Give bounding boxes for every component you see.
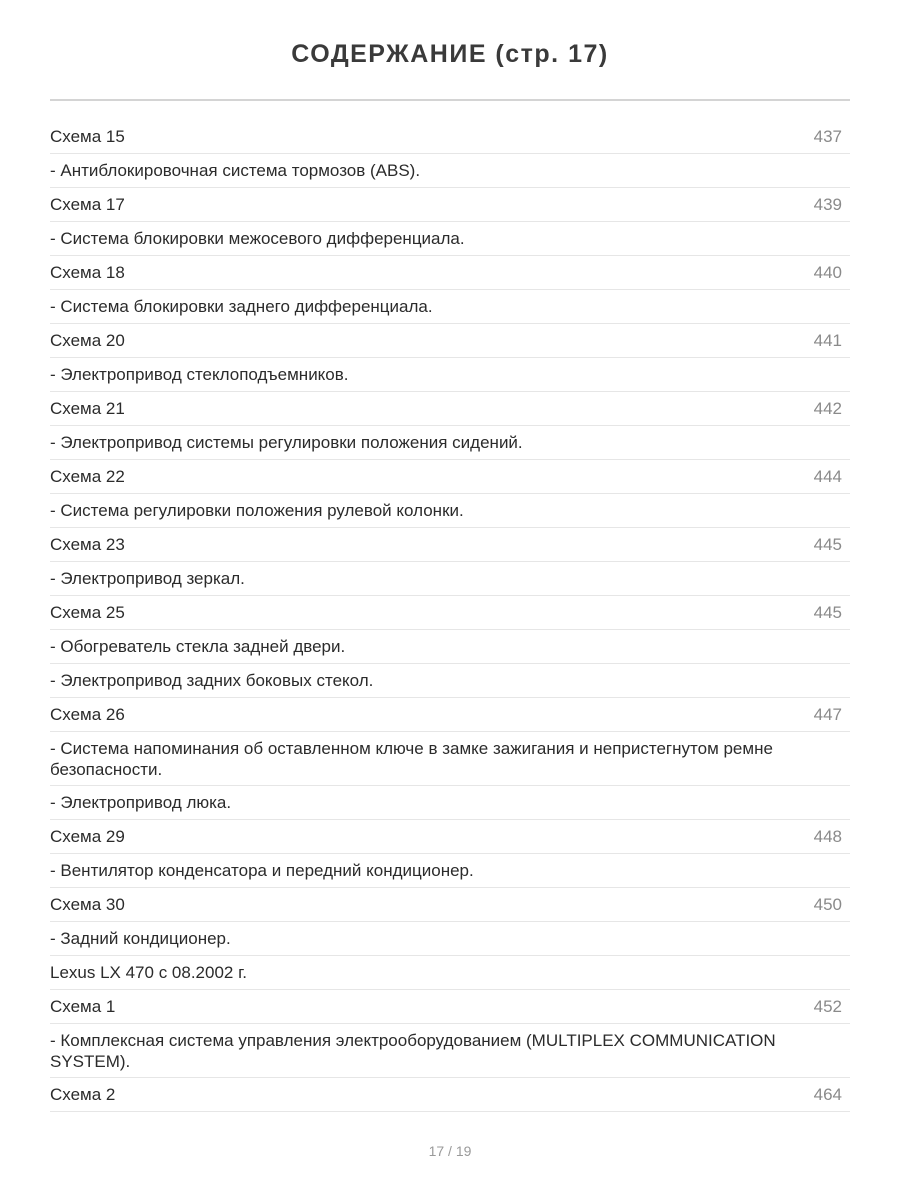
toc-entry-page-number: 452 [813, 997, 842, 1016]
toc-entry[interactable] [50, 956, 850, 990]
toc-entry-text: Схема 20 [50, 331, 125, 350]
toc-entry-text: Схема 2 [50, 1085, 116, 1104]
toc-entry-text: - Обогреватель стекла задней двери. [50, 637, 346, 656]
toc-entry[interactable] [50, 460, 850, 494]
toc-entry[interactable] [50, 888, 850, 922]
toc-entry[interactable] [50, 426, 850, 460]
toc-entry-page-number: 440 [813, 263, 842, 282]
toc-entry-text: Схема 23 [50, 535, 125, 554]
toc-entry-text: Lexus LX 470 с 08.2002 г. [50, 963, 247, 982]
toc-entry-page-number: 445 [813, 535, 842, 554]
toc-entry-text: Схема 21 [50, 399, 125, 418]
toc-entry[interactable] [50, 358, 850, 392]
toc-entry-text: Схема 18 [50, 263, 125, 282]
toc-entry-page-number: 450 [813, 895, 842, 914]
header-divider [50, 99, 850, 101]
toc-entry-text: Схема 25 [50, 603, 125, 622]
toc-entry-page-number: 444 [813, 467, 842, 486]
toc-entry-page-number: 445 [813, 603, 842, 622]
toc-entry-text: Схема 29 [50, 827, 125, 846]
toc-entry-page-number: 447 [813, 705, 842, 724]
toc-entry-text: - Система регулировки положения рулевой колонки. [50, 501, 464, 520]
toc-entry-text: - Электропривод зеркал. [50, 569, 245, 588]
toc-entry-text: - Вентилятор конденсатора и передний кондиционер. [50, 861, 474, 880]
toc-entry-text: - Электропривод системы регулировки положения сидений. [50, 433, 523, 452]
toc-entry-page-number: 464 [813, 1085, 842, 1104]
toc-entry[interactable] [50, 188, 850, 222]
toc-entry[interactable] [50, 154, 850, 188]
toc-entry[interactable] [50, 820, 850, 854]
toc-entry[interactable] [50, 990, 850, 1024]
toc-entry[interactable] [50, 922, 850, 956]
toc-entry-page-number: 441 [813, 331, 842, 350]
toc-entry-page-number: 437 [813, 127, 842, 146]
toc-entry[interactable] [50, 222, 850, 256]
toc-entry-text: - Система напоминания об оставленном ключе в замке зажигания и непристегнутом ремне безопасности. [50, 739, 773, 779]
toc-entry[interactable] [50, 528, 850, 562]
toc-entry[interactable] [50, 392, 850, 426]
toc-entry-text: - Электропривод задних боковых стекол. [50, 671, 374, 690]
toc-entry-page-number: 442 [813, 399, 842, 418]
toc-entry[interactable] [50, 1024, 850, 1078]
toc-entry-text: - Система блокировки межосевого дифференциала. [50, 229, 465, 248]
toc-entry[interactable] [50, 120, 850, 154]
toc-list [50, 120, 850, 1112]
page-indicator: 17 / 19 [428, 1143, 472, 1159]
toc-entry-text: - Антиблокировочная система тормозов (ABS). [50, 161, 421, 180]
toc-entry-text: Схема 1 [50, 997, 116, 1016]
toc-entry[interactable] [50, 732, 850, 786]
toc-entry[interactable] [50, 562, 850, 596]
toc-entry-text: - Комплексная система управления электрооборудованием (MULTIPLEX COMMUNICATION SYSTEM). [50, 1031, 776, 1071]
page-title: СОДЕРЖАНИЕ (стр. 17) [291, 40, 609, 68]
toc-entry-text: Схема 15 [50, 127, 125, 146]
toc-entry[interactable] [50, 256, 850, 290]
toc-entry[interactable] [50, 1078, 850, 1112]
toc-entry-text: - Электропривод стеклоподъемников. [50, 365, 349, 384]
toc-entry[interactable] [50, 854, 850, 888]
toc-entry[interactable] [50, 664, 850, 698]
toc-entry[interactable] [50, 698, 850, 732]
toc-entry[interactable] [50, 630, 850, 664]
toc-entry-text: Схема 30 [50, 895, 125, 914]
toc-entry-text: - Система блокировки заднего дифференциала. [50, 297, 433, 316]
toc-entry-text: - Электропривод люка. [50, 793, 232, 812]
toc-entry[interactable] [50, 290, 850, 324]
toc-entry[interactable] [50, 324, 850, 358]
toc-entry[interactable] [50, 596, 850, 630]
toc-entry-text: Схема 22 [50, 467, 125, 486]
toc-entry[interactable] [50, 786, 850, 820]
toc-entry-page-number: 439 [813, 195, 842, 214]
toc-entry-text: - Задний кондиционер. [50, 929, 231, 948]
toc-entry-text: Схема 26 [50, 705, 125, 724]
toc-entry-page-number: 448 [813, 827, 842, 846]
toc-entry-text: Схема 17 [50, 195, 125, 214]
toc-entry[interactable] [50, 494, 850, 528]
